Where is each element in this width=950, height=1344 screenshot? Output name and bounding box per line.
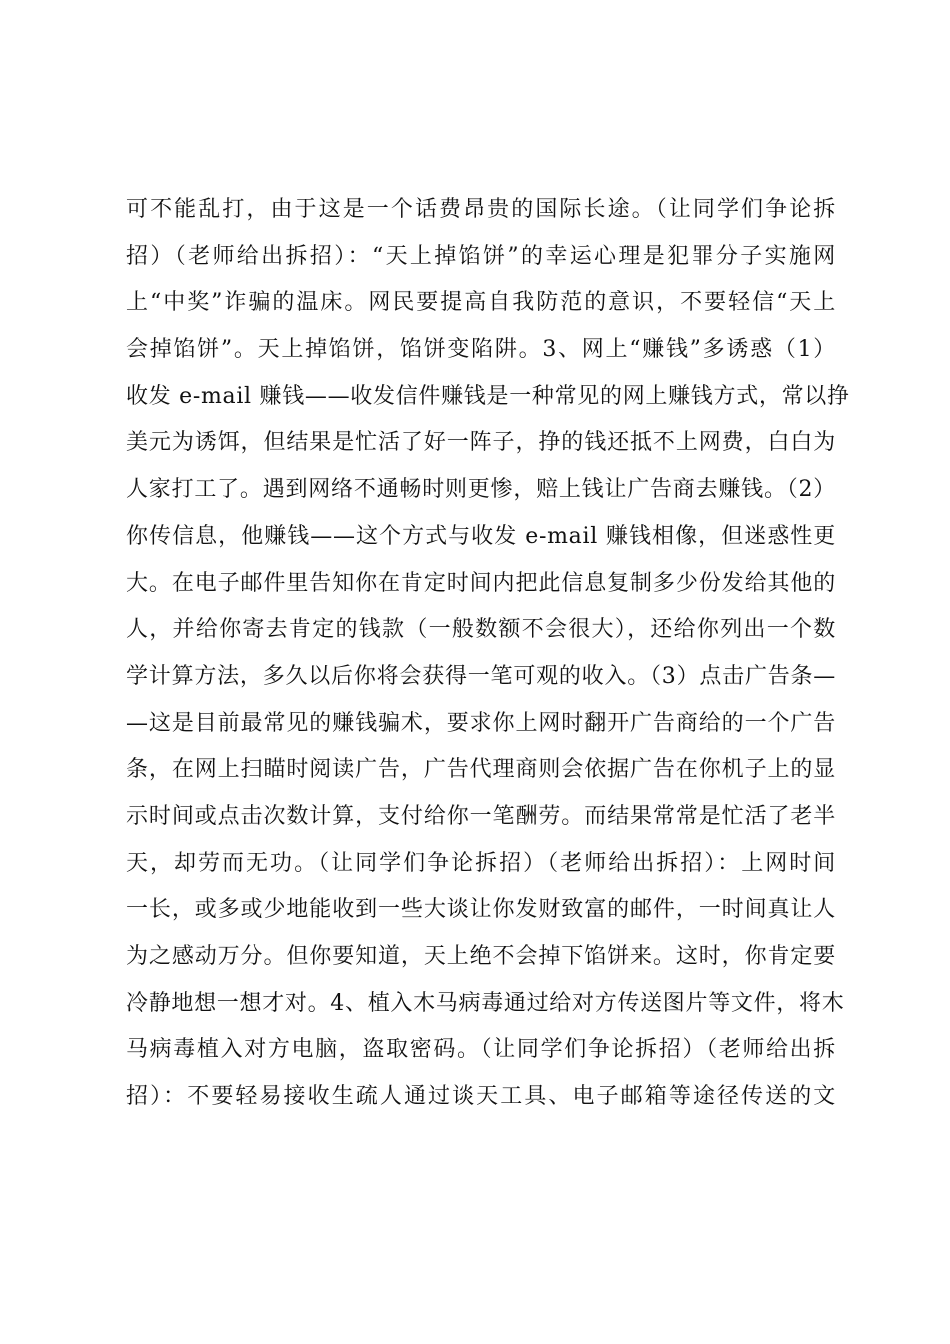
text-line-8: 你传信息，他赚钱——这个方式与收发 e-mail 赚钱相像，但迷惑性更 — [126, 523, 836, 549]
text-line-20: 招）：不要轻易接收生疏人通过谈天工具、电子邮箱等途径传送的文 — [126, 1084, 836, 1110]
text-line-19: 马病毒植入对方电脑，盗取密码。（让同学们争论拆招）（老师给出拆 — [126, 1037, 836, 1063]
text-line-6: 美元为诱饵，但结果是忙活了好一阵子，挣的钱还抵不上网费，白白为 — [126, 430, 836, 456]
text-line-13: 条，在网上扫瞄时阅读广告，广告代理商则会依据广告在你机子上的显 — [126, 757, 836, 783]
text-line-11: 学计算方法，多久以后你将会获得一笔可观的收入。（3）点击广告条— — [126, 663, 836, 689]
text-line-5: 收发 e-mail 赚钱——收发信件赚钱是一种常见的网上赚钱方式，常以挣 — [126, 383, 850, 409]
text-line-12: —这是目前最常见的赚钱骗术，要求你上网时翻开广告商给的一个广告 — [126, 710, 836, 736]
text-line-15: 天，却劳而无功。（让同学们争论拆招）（老师给出拆招）：上网时间 — [126, 850, 836, 876]
text-line-10: 人，并给你寄去肯定的钱款（一般数额不会很大），还给你列出一个数 — [126, 617, 836, 643]
text-line-9: 大。在电子邮件里告知你在肯定时间内把此信息复制多少份发给其他的 — [126, 570, 836, 596]
text-line-7: 人家打工了。遇到网络不通畅时则更惨，赔上钱让广告商去赚钱。（2） — [126, 477, 836, 503]
text-line-14: 示时间或点击次数计算，支付给你一笔酬劳。而结果常常是忙活了老半 — [126, 803, 836, 829]
text-line-17: 为之感动万分。但你要知道，天上绝不会掉下馅饼来。这时，你肯定要 — [126, 944, 836, 969]
text-line-18: 冷静地想一想才对。4、植入木马病毒通过给对方传送图片等文件，将木 — [126, 990, 845, 1016]
text-line-2: 招）（老师给出拆招）：“天上掉馅饼”的幸运心理是犯罪分子实施网 — [126, 243, 836, 269]
body-text — [126, 187, 850, 1121]
text-line-1: 可不能乱打，由于这是一个话费昂贵的国际长途。（让同学们争论拆 — [126, 197, 836, 222]
text-line-16: 一长，或多或少地能收到一些大谈让你发财致富的邮件，一时间真让人 — [126, 897, 836, 923]
text-line-4: 会掉馅饼”。天上掉馅饼，馅饼变陷阱。3、网上“赚钱”多诱惑（1） — [126, 337, 836, 363]
text-line-3: 上“中奖”诈骗的温床。网民要提高自我防范的意识，不要轻信“天上 — [126, 290, 836, 316]
